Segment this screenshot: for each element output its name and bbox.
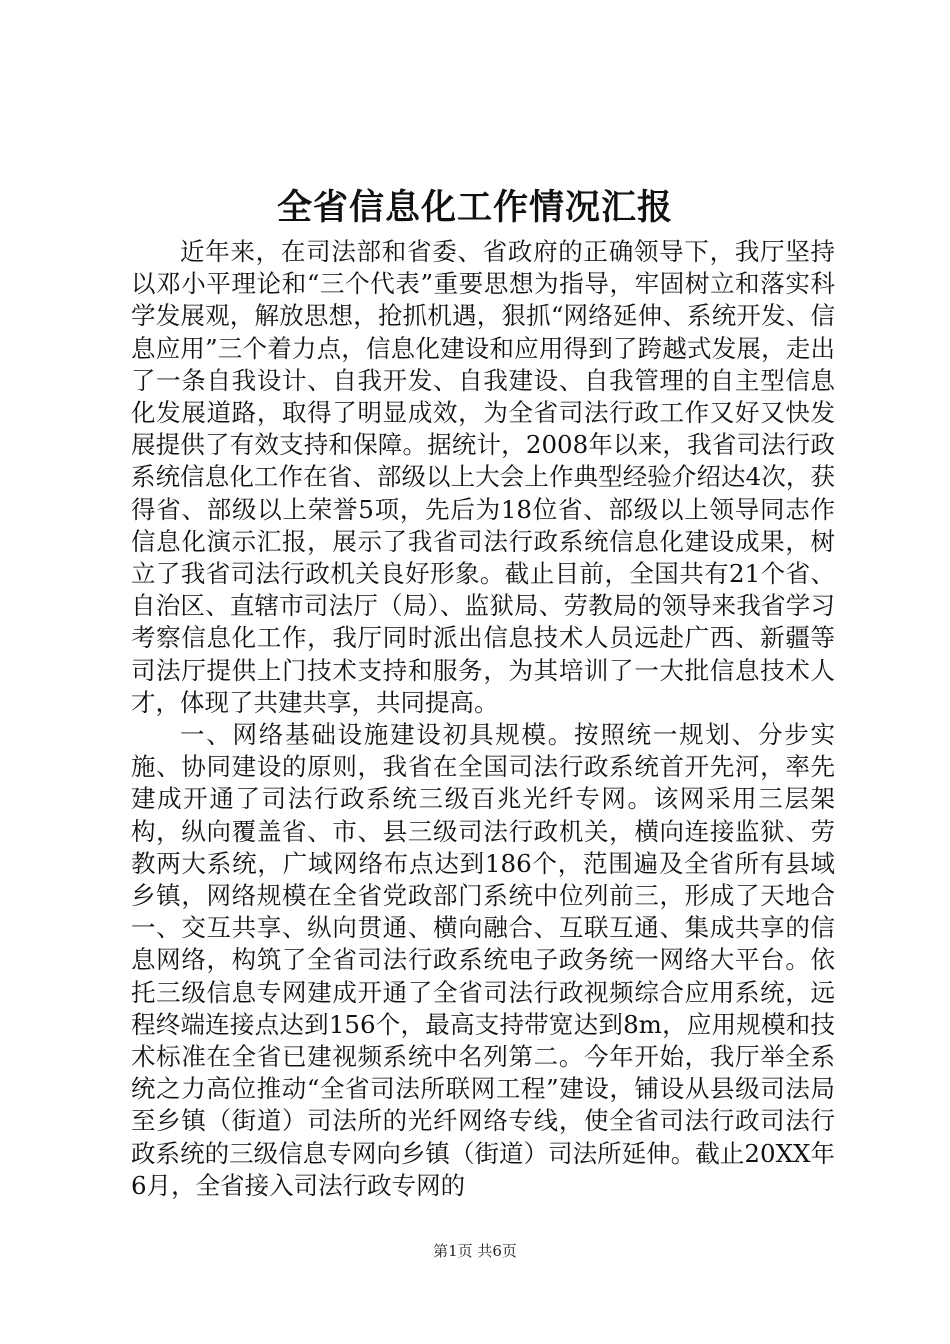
paragraph-intro: 近年来，在司法部和省委、省政府的正确领导下，我厅坚持以邓小平理论和“三个代表”重要思想为指导，牢固树立和落实科学发展观，解放思想，抢抓机遇，狠抓“网络延伸、系统开发、信息应用”三个着力点，信息化建设和应用得到了跨越式发展，走出了一条自我设计、自我开发、自我建设、自我管理的自主型信息化发展道路，取得了明显成效，为全省司法行政工作又好又快发展提供了有效支持和保障。据统计，2008年以来，我省司法行政系统信息化工作在省、部级以上大会上作典型经验介绍达4次，获得省、部级以上荣誉5项，先后为18位省、部级以上领导同志作信息化演示汇报，展示了我省司法行政系统信息化建设成果，树立了我省司法行政机关良好形象。截止目前，全国共有21个省、自治区、直辖市司法厅（局）、监狱局、劳教局的领导来我省学习考察信息化工作，我厅同时派出信息技术人员远赴广西、新疆等司法厅提供上门技术支持和服务，为其培训了一大批信息技术人才，体现了共建共享，共同提高。: [131, 237, 835, 717]
page-footer: 第1页 共6页: [433, 1242, 517, 1260]
paragraph-network-infrastructure: 一、网络基础设施建设初具规模。按照统一规划、分步实施、协同建设的原则，我省在全国司法行政系统首开先河，率先建成开通了司法行政系统三级百兆光纤专网。该网采用三层架构，纵向覆盖省、市、县三级司法行政机关，横向连接监狱、劳教两大系统，广域网络布点达到186个，范围遍及全省所有县域乡镇，网络规模在全省党政部门系统中位列前三，形成了天地合一、交互共享、纵向贯通、横向融合、互联互通、集成共享的信息网络，构筑了全省司法行政系统电子政务统一网络大平台。依托三级信息专网建成开通了全省司法行政视频综合应用系统，远程终端连接点达到156个，最高支持带宽达到8m，应用规模和技术标准在全省已建视频系统中名列第二。今年开始，我厅举全系统之力高位推动“全省司法所联网工程”建设，铺设从县级司法局至乡镇（街道）司法所的光纤网络专线，使全省司法行政司法行政系统的三级信息专网向乡镇（街道）司法所延伸。截止20XX年6月，全省接入司法行政专网的: [131, 720, 835, 1200]
document-title: 全省信息化工作情况汇报: [276, 187, 673, 228]
document-body: [131, 236, 835, 1202]
